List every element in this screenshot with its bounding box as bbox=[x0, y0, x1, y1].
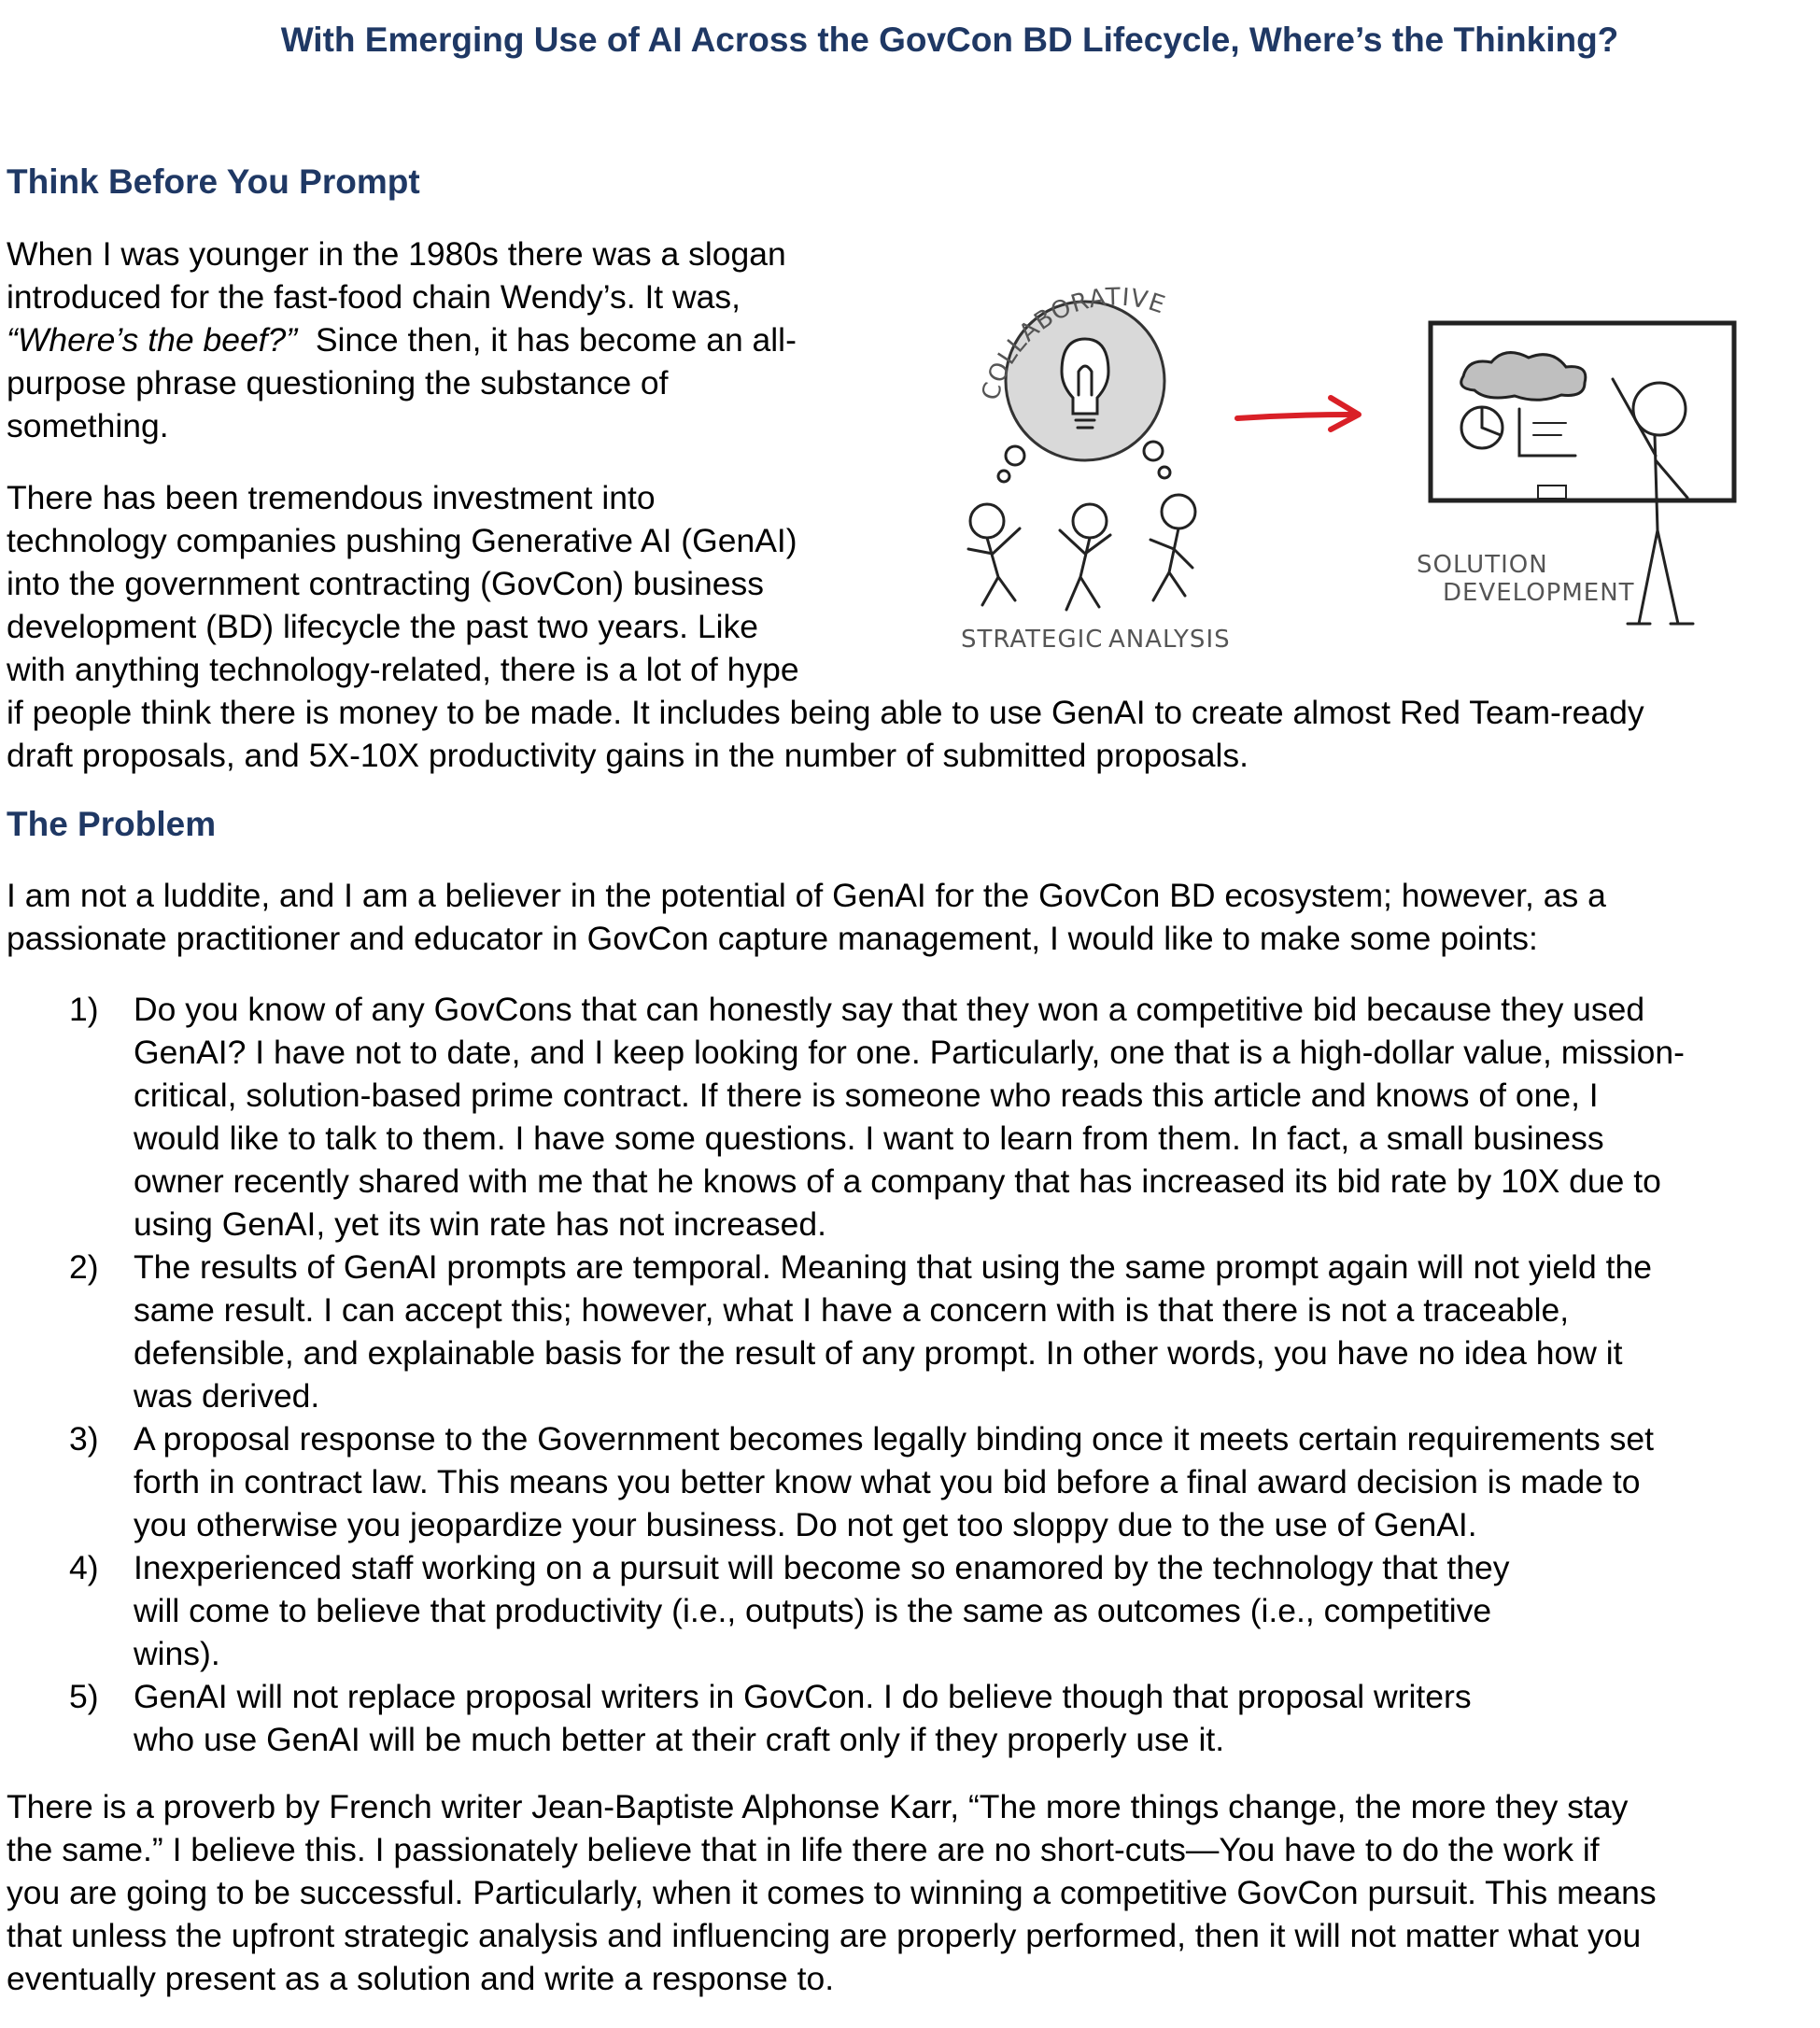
development-label: DEVELOPMENT bbox=[1443, 579, 1635, 607]
text-line: GenAI will not replace proposal writers in GovCon. I do believe though that proposal writers bbox=[134, 1678, 1472, 1715]
text-line: critical, solution-based prime contract. If there is someone who reads this article and knows of one, I bbox=[134, 1077, 1599, 1114]
list-number: 2) bbox=[69, 1248, 99, 1286]
text-line: Do you know of any GovCons that can honestly say that they won a competitive bid because they used bbox=[134, 991, 1645, 1028]
text-line: A proposal response to the Government becomes legally binding once it meets certain requirements set bbox=[134, 1420, 1654, 1458]
analysis-label: ANALYSIS bbox=[1108, 626, 1231, 654]
text-line: would like to talk to them. I have some questions. I want to learn from them. In fact, a small business bbox=[134, 1120, 1604, 1157]
text-line: draft proposals, and 5X-10X productivity gains in the number of submitted proposals. bbox=[7, 737, 1249, 774]
paragraph-wendys-slogan bbox=[7, 232, 797, 447]
text-line: that unless the upfront strategic analysis and influencing are properly performed, then it will not matter what you bbox=[7, 1917, 1642, 1954]
list-item bbox=[7, 1546, 1685, 1675]
text-line: with anything technology-related, there is a lot of hype bbox=[7, 651, 799, 688]
text-line: defensible, and explainable basis for the result of any prompt. In other words, you have no idea how it bbox=[134, 1334, 1623, 1372]
list-number: 5) bbox=[69, 1678, 99, 1715]
section-heading-think-before-you-prompt: Think Before You Prompt bbox=[7, 162, 420, 201]
list-item bbox=[7, 1675, 1685, 1761]
text-line: you are going to be successful. Particularly, when it comes to winning a competitive GovCon pursuit. This means bbox=[7, 1874, 1657, 1911]
text-line bbox=[7, 318, 797, 361]
text-line: was derived. bbox=[134, 1377, 320, 1415]
text-line: I am not a luddite, and I am a believer in the potential of GenAI for the GovCon BD ecosystem; however, as a bbox=[7, 877, 1606, 914]
text-line: something. bbox=[7, 407, 169, 444]
list-number: 1) bbox=[69, 991, 99, 1028]
solution-label: SOLUTION bbox=[1417, 551, 1548, 579]
text-line: development (BD) lifecycle the past two years. Like bbox=[7, 608, 759, 645]
page-title: With Emerging Use of AI Across the GovCon BD Lifecycle, Where’s the Thinking? bbox=[280, 21, 1619, 59]
list-item bbox=[7, 1417, 1685, 1546]
sketch-svg bbox=[940, 269, 1762, 661]
person-figure bbox=[1060, 504, 1110, 610]
text-line: wins). bbox=[134, 1635, 220, 1672]
list-number: 4) bbox=[69, 1549, 99, 1586]
thought-bubble bbox=[1159, 467, 1170, 478]
person-figure bbox=[1150, 495, 1195, 600]
thought-bubble bbox=[998, 471, 1009, 482]
list-item bbox=[7, 1246, 1685, 1417]
text-line: using GenAI, yet its win rate has not increased. bbox=[134, 1205, 826, 1243]
text-line: There is a proverb by French writer Jean-Baptiste Alphonse Karr, “The more things change, the more they stay bbox=[7, 1788, 1629, 1825]
text-line: The results of GenAI prompts are temporal. Meaning that using the same prompt again will not yield the bbox=[134, 1248, 1652, 1286]
list-item bbox=[7, 988, 1685, 1246]
text-line: GenAI? I have not to date, and I keep looking for one. Particularly, one that is a high-dollar value, mission- bbox=[134, 1034, 1685, 1071]
text-line: There has been tremendous investment into bbox=[7, 479, 656, 516]
sketch-illustration bbox=[940, 269, 1762, 661]
text-line: owner recently shared with me that he knows of a company that has increased its bid rate by 10X due to bbox=[134, 1162, 1661, 1200]
thought-bubble bbox=[1144, 442, 1163, 460]
marker-tray bbox=[1538, 486, 1566, 499]
strategic-label: STRATEGIC bbox=[961, 626, 1104, 654]
slogan-quote: “Where’s the beef?” bbox=[7, 321, 298, 359]
text-line: same result. I can accept this; however, what I have a concern with is that there is not a traceable, bbox=[134, 1291, 1570, 1329]
text-line: into the government contracting (GovCon) business bbox=[7, 565, 765, 602]
text-line: eventually present as a solution and write a response to. bbox=[7, 1960, 835, 1997]
text-line: will come to believe that productivity (i.e., outputs) is the same as outcomes (i.e., competitive bbox=[134, 1592, 1492, 1629]
text-line: if people think there is money to be made. It includes being able to use GenAI to create almost Red Team-ready bbox=[7, 694, 1644, 731]
person-figure bbox=[968, 504, 1020, 605]
text-line: technology companies pushing Generative AI (GenAI) bbox=[7, 522, 797, 559]
text-line: forth in contract law. This means you better know what you bid before a final award decision is made to bbox=[134, 1463, 1641, 1500]
text-line: purpose phrase questioning the substance of bbox=[7, 364, 669, 401]
paragraph-closing-proverb bbox=[7, 1785, 1657, 2000]
text-line: introduced for the fast-food chain Wendy’s. It was, bbox=[7, 278, 741, 316]
text-fragment: Since then, it has become an all- bbox=[297, 321, 797, 359]
section-heading-the-problem: The Problem bbox=[7, 805, 217, 843]
arrow-right-icon bbox=[1237, 398, 1359, 430]
text-line: you otherwise you jeopardize your business. Do not get too sloppy due to the use of GenAI. bbox=[134, 1506, 1477, 1543]
collaborative-label: COLLABORATIVE bbox=[976, 283, 1169, 404]
paragraph-problem-intro bbox=[7, 874, 1606, 960]
text-line: Inexperienced staff working on a pursuit will become so enamored by the technology that they bbox=[134, 1549, 1510, 1586]
numbered-points-list bbox=[7, 988, 1685, 1761]
text-line: When I was younger in the 1980s there was a slogan bbox=[7, 235, 786, 273]
thought-bubble bbox=[1006, 446, 1024, 465]
list-number: 3) bbox=[69, 1420, 99, 1458]
text-line: the same.” I believe this. I passionately believe that in life there are no short-cuts—You have to do the work if bbox=[7, 1831, 1600, 1868]
text-line: who use GenAI will be much better at their craft only if they properly use it. bbox=[134, 1721, 1225, 1758]
text-line: passionate practitioner and educator in GovCon capture management, I would like to make some points: bbox=[7, 920, 1538, 957]
